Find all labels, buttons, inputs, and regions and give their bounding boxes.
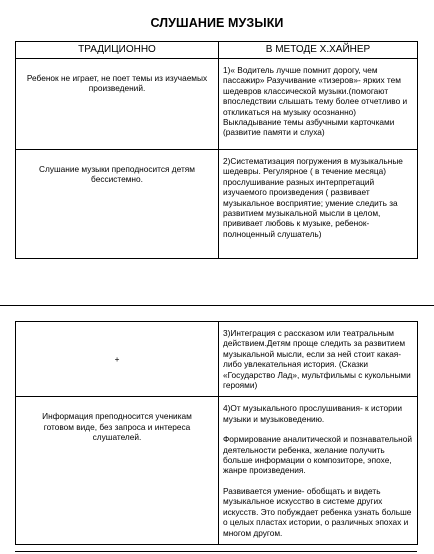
comparison-table-continued	[15, 321, 418, 545]
page-break-line	[0, 305, 434, 306]
table-row	[16, 150, 418, 259]
plus-cell: +	[16, 322, 219, 397]
table-header-row	[16, 42, 418, 59]
traditional-cell: Информация преподносится ученикам готовом виде, без запроса и интереса слушателей.	[16, 397, 219, 544]
table-bottom-edge	[15, 551, 417, 552]
table-row	[16, 322, 418, 397]
method-cell: 1)« Водитель лучше помнит дорогу, чем пассажир» Разучивание «тизеров»- ярких тем шедевров классической музыки.(помогают впоследствии слышать тему более отчетливо и откликаться на музыку осознанно) Выкладывание темы азбучными карточками (развитие памяти и слуха)	[219, 59, 418, 150]
page-title: СЛУШАНИЕ МУЗЫКИ	[150, 16, 284, 30]
header-traditional: ТРАДИЦИОННО	[16, 42, 219, 59]
table-row	[16, 397, 418, 544]
traditional-cell: Слушание музыки преподносится детям бессистемно.	[16, 150, 219, 259]
method-cell: 3)Интеграция с рассказом или театральным действием.Детям проще следить за развитием музыкальной мысли, если за ней стоит какая-либо увлекательная история. (Сказки «Государство Лад», мультфильмы с кукольными героями)	[219, 322, 418, 397]
method-cell: 2)Систематизация погружения в музыкальные шедевры. Регулярное ( в течение месяца) прослушивание разных интерпретаций изучаемого произведения ( развивает музыкальное восприятие; умение следить за развитием музыкальной мысли в целом, прививает любовь к музыке, ребенок-полноценный слушатель)	[219, 150, 418, 259]
method-paragraph: 4)От музыкального прослушивания- к истории музыки и музыковедению.	[223, 403, 402, 424]
method-cell	[219, 397, 418, 544]
traditional-cell: Ребенок не играет, не поет темы из изучаемых произведений.	[16, 59, 219, 150]
header-heiner-method: В МЕТОДЕ Х.ХАЙНЕР	[219, 42, 418, 59]
method-paragraph: Формирование аналитической и познавательной деятельности ребенка, желание получить больше информации о композиторе, эпохе, жанре произведения.	[223, 434, 412, 476]
table-row	[16, 59, 418, 150]
method-paragraph: Развивается умение- обобщать и видеть музыкальное искусство в системе других искусств. Это побуждает ребенка узнать больше о целых пластах истории, о различных эпохах и многом другом.	[223, 485, 412, 538]
comparison-table	[15, 41, 418, 259]
